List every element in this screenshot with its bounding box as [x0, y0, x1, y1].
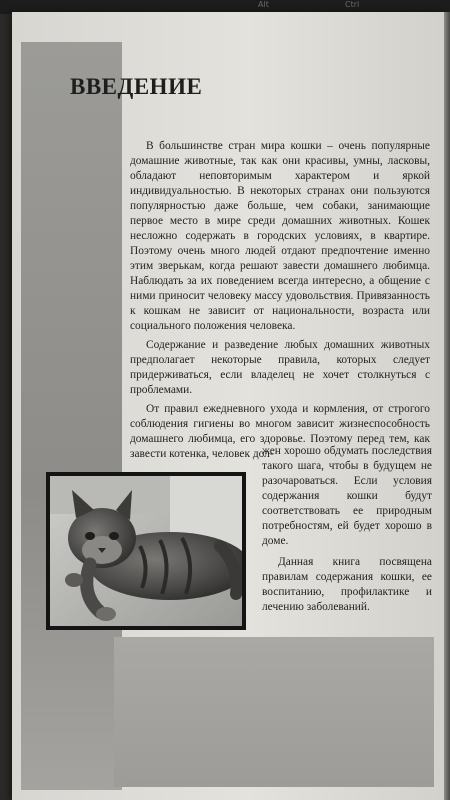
paragraph-2: Содержание и разведение любых домашних животных предполагает некоторые правила, которых следует придерживаться, если владелец не хочет столкнуться с проблемами. — [130, 339, 430, 396]
chapter-heading: ВВЕДЕНИЕ — [70, 74, 203, 99]
ctrl-key-label: Ctrl — [345, 0, 360, 9]
book-page — [12, 12, 444, 800]
page-edge-shadow — [444, 12, 450, 800]
gray-bottom-panel — [114, 637, 434, 787]
cat-photo-image — [50, 476, 242, 626]
closing-paragraph: Данная книга посвящена правилам содержания кошки, ее воспитанию, профилактике и лечению заболеваний. — [262, 556, 432, 613]
wrapped-paragraph: жен хорошо обдумать последствия такого шага, чтобы в будущем не разочароваться. Если условия содержания кошки будут соответствовать ее природным потребностям, ей будет хорошо в доме. — [262, 445, 432, 547]
paragraph-1: В большинстве стран мира кошки – очень популярные домашние животные, так как они красивы, умны, ласковы, обладают неповторимым характером и яркой индивидуальностью. В некоторых странах они пользуются популярностью даже больше, чем собаки, занимающие первое место в мире среди домашних животных. Кошек несложно содержать в городских условиях, в квартире. Поэтому очень много людей отдают предпочтение именно этим зверькам, когда решают завести домашнего любимца. Наблюдать за их поведением всегда интересно, а общение с ними приносит человеку массу удовольствия. Привязанность к кошкам не зависит от национальности, возраста или социального положения человека. — [130, 140, 430, 332]
alt-key-label: Alt — [258, 0, 269, 9]
gray-side-stripe — [21, 42, 122, 790]
wrapped-text — [262, 444, 432, 615]
paragraph-3: От правил ежедневного ухода и кормления, от строгого соблюдения гигиены во многом зависит жизнеспособность домашнего любимца, его здоровье. Поэтому перед тем, как завести котенка, человек дол- — [130, 403, 430, 460]
intro-text — [130, 139, 430, 462]
cat-photo — [46, 472, 246, 630]
